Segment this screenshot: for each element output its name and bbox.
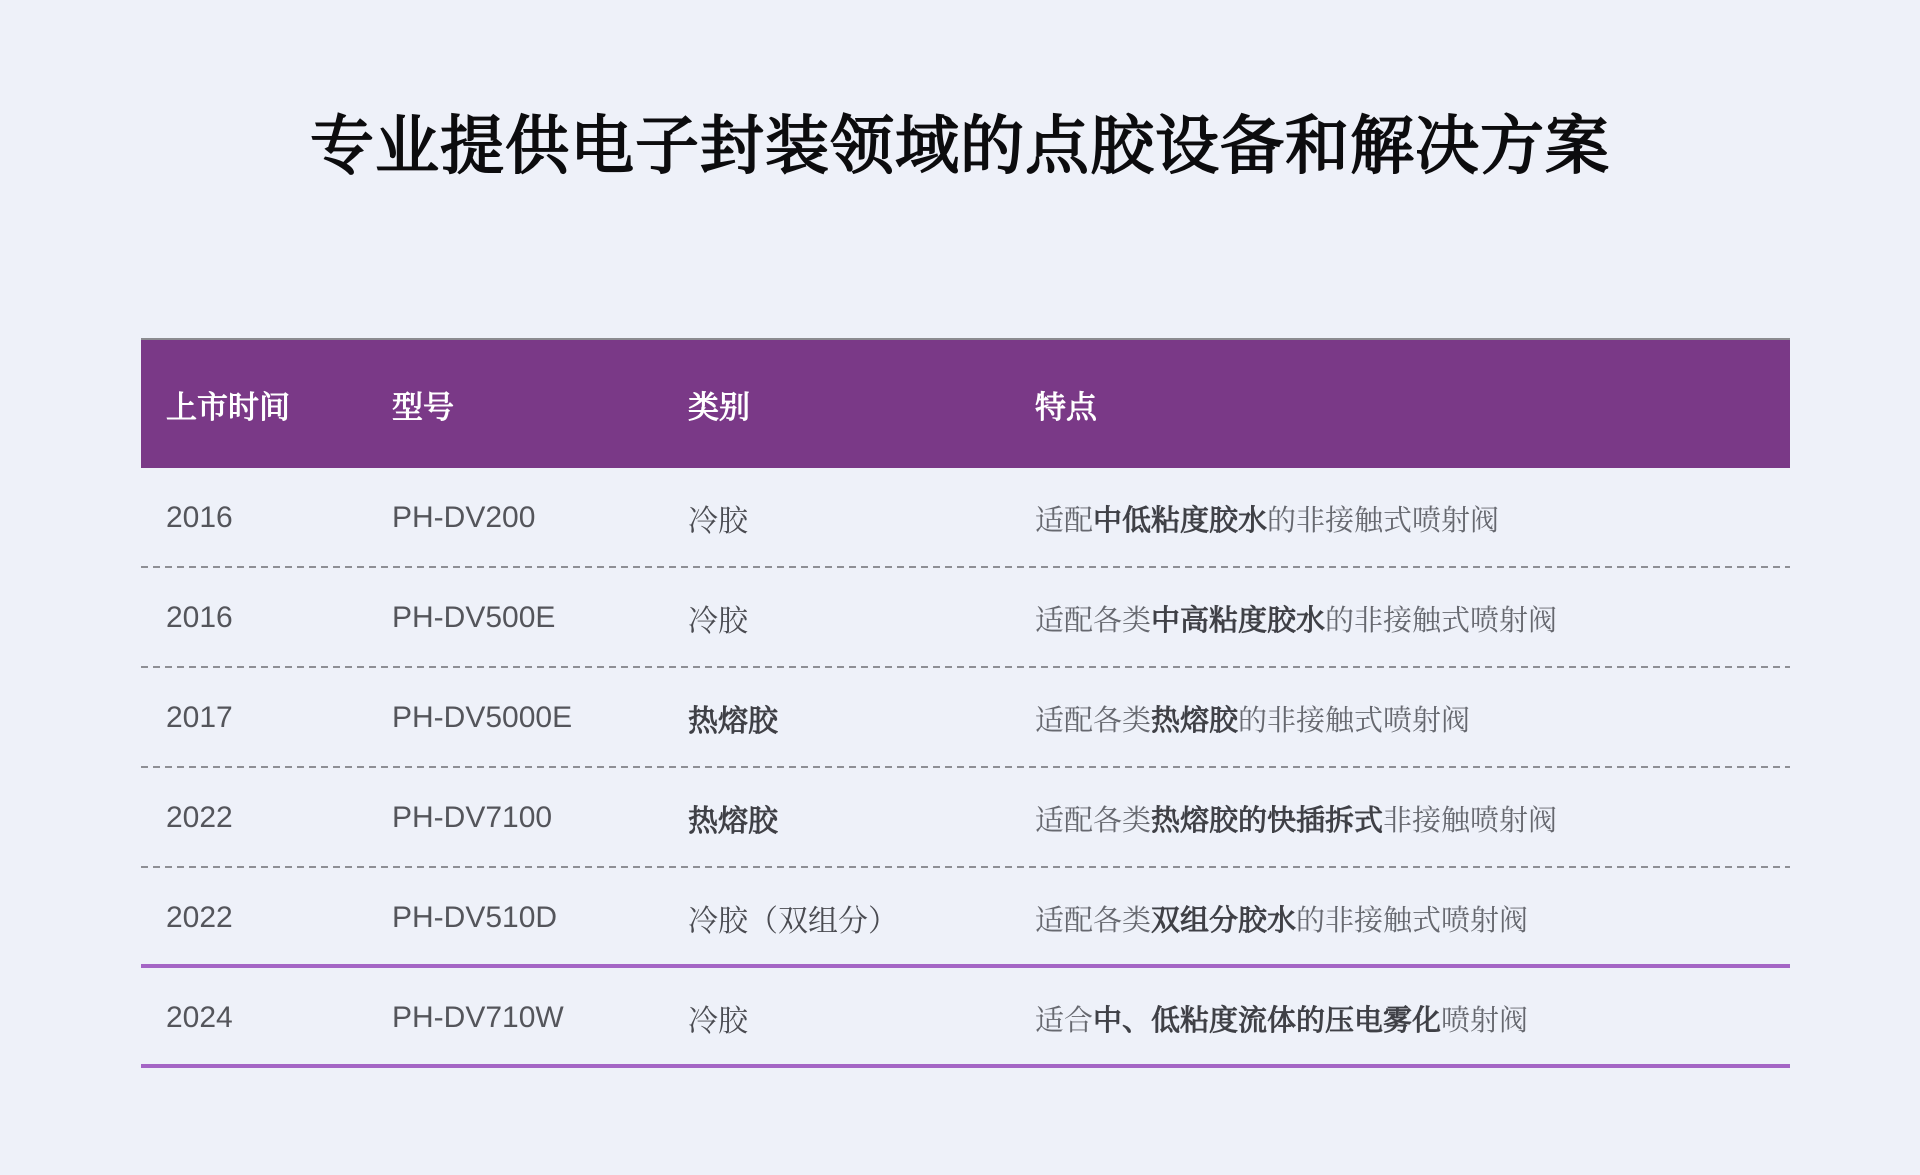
feature-text-suffix: 的非接触式喷射阀 xyxy=(1267,504,1500,537)
cell-category: 冷胶 xyxy=(688,605,748,638)
feature-text-bold: 热熔胶 xyxy=(1151,704,1239,737)
column-header-launch-date: 上市时间 xyxy=(166,389,290,425)
cell-launch-year: 2016 xyxy=(166,501,233,534)
feature-text-bold: 中低粘度胶水 xyxy=(1093,504,1268,537)
table-row xyxy=(141,768,1790,868)
feature-text-suffix: 的非接触式喷射阀 xyxy=(1325,604,1558,637)
column-header-model: 型号 xyxy=(392,389,454,425)
cell-model: PH-DV5000E xyxy=(392,701,573,734)
cell-category: 热熔胶 xyxy=(688,805,778,838)
feature-text-prefix: 适合 xyxy=(1035,1004,1094,1037)
cell-model: PH-DV510D xyxy=(392,901,558,934)
cell-category: 热熔胶 xyxy=(688,705,778,738)
cell-launch-year: 2017 xyxy=(166,701,233,734)
cell-launch-year: 2024 xyxy=(166,1001,233,1034)
feature-text-bold: 中、低粘度流体的压电雾化 xyxy=(1093,1004,1442,1037)
cell-feature xyxy=(1035,498,1765,539)
table-row xyxy=(141,868,1790,968)
cell-category: 冷胶（双组分） xyxy=(688,905,898,938)
cell-launch-year: 2022 xyxy=(166,801,233,834)
cell-feature xyxy=(1035,998,1765,1039)
cell-category: 冷胶 xyxy=(688,1005,748,1038)
cell-launch-year: 2022 xyxy=(166,901,233,934)
cell-feature xyxy=(1035,898,1765,939)
cell-launch-year: 2016 xyxy=(166,601,233,634)
feature-text-suffix: 喷射阀 xyxy=(1441,1004,1529,1037)
cell-feature xyxy=(1035,698,1765,739)
feature-text-prefix: 适配各类 xyxy=(1035,804,1152,837)
feature-text-bold: 热熔胶的快插拆式 xyxy=(1151,804,1384,837)
column-header-category: 类别 xyxy=(688,389,750,425)
table-body xyxy=(141,468,1790,1068)
table-row xyxy=(141,968,1790,1068)
product-table xyxy=(141,338,1790,1068)
table-header-row xyxy=(141,338,1790,468)
feature-text-bold: 双组分胶水 xyxy=(1151,904,1297,937)
column-header-features: 特点 xyxy=(1035,389,1097,425)
feature-text-prefix: 适配各类 xyxy=(1035,704,1152,737)
cell-model: PH-DV710W xyxy=(392,1001,564,1034)
feature-text-prefix: 适配各类 xyxy=(1035,904,1152,937)
feature-text-suffix: 非接触喷射阀 xyxy=(1383,804,1558,837)
cell-feature xyxy=(1035,598,1765,639)
table-row xyxy=(141,568,1790,668)
page xyxy=(0,95,1920,1175)
table-row xyxy=(141,668,1790,768)
feature-text-suffix: 的非接触式喷射阀 xyxy=(1296,904,1529,937)
feature-text-prefix: 适配 xyxy=(1035,504,1094,537)
cell-model: PH-DV200 xyxy=(392,501,536,534)
feature-text-suffix: 的非接触式喷射阀 xyxy=(1238,704,1471,737)
feature-text-prefix: 适配各类 xyxy=(1035,604,1152,637)
cell-category: 冷胶 xyxy=(688,505,748,538)
page-title: 专业提供电子封装领域的点胶设备和解决方案 xyxy=(310,110,1610,182)
cell-model: PH-DV500E xyxy=(392,601,556,634)
feature-text-bold: 中高粘度胶水 xyxy=(1151,604,1326,637)
cell-model: PH-DV7100 xyxy=(392,801,553,834)
cell-feature xyxy=(1035,798,1765,839)
table-row xyxy=(141,468,1790,568)
